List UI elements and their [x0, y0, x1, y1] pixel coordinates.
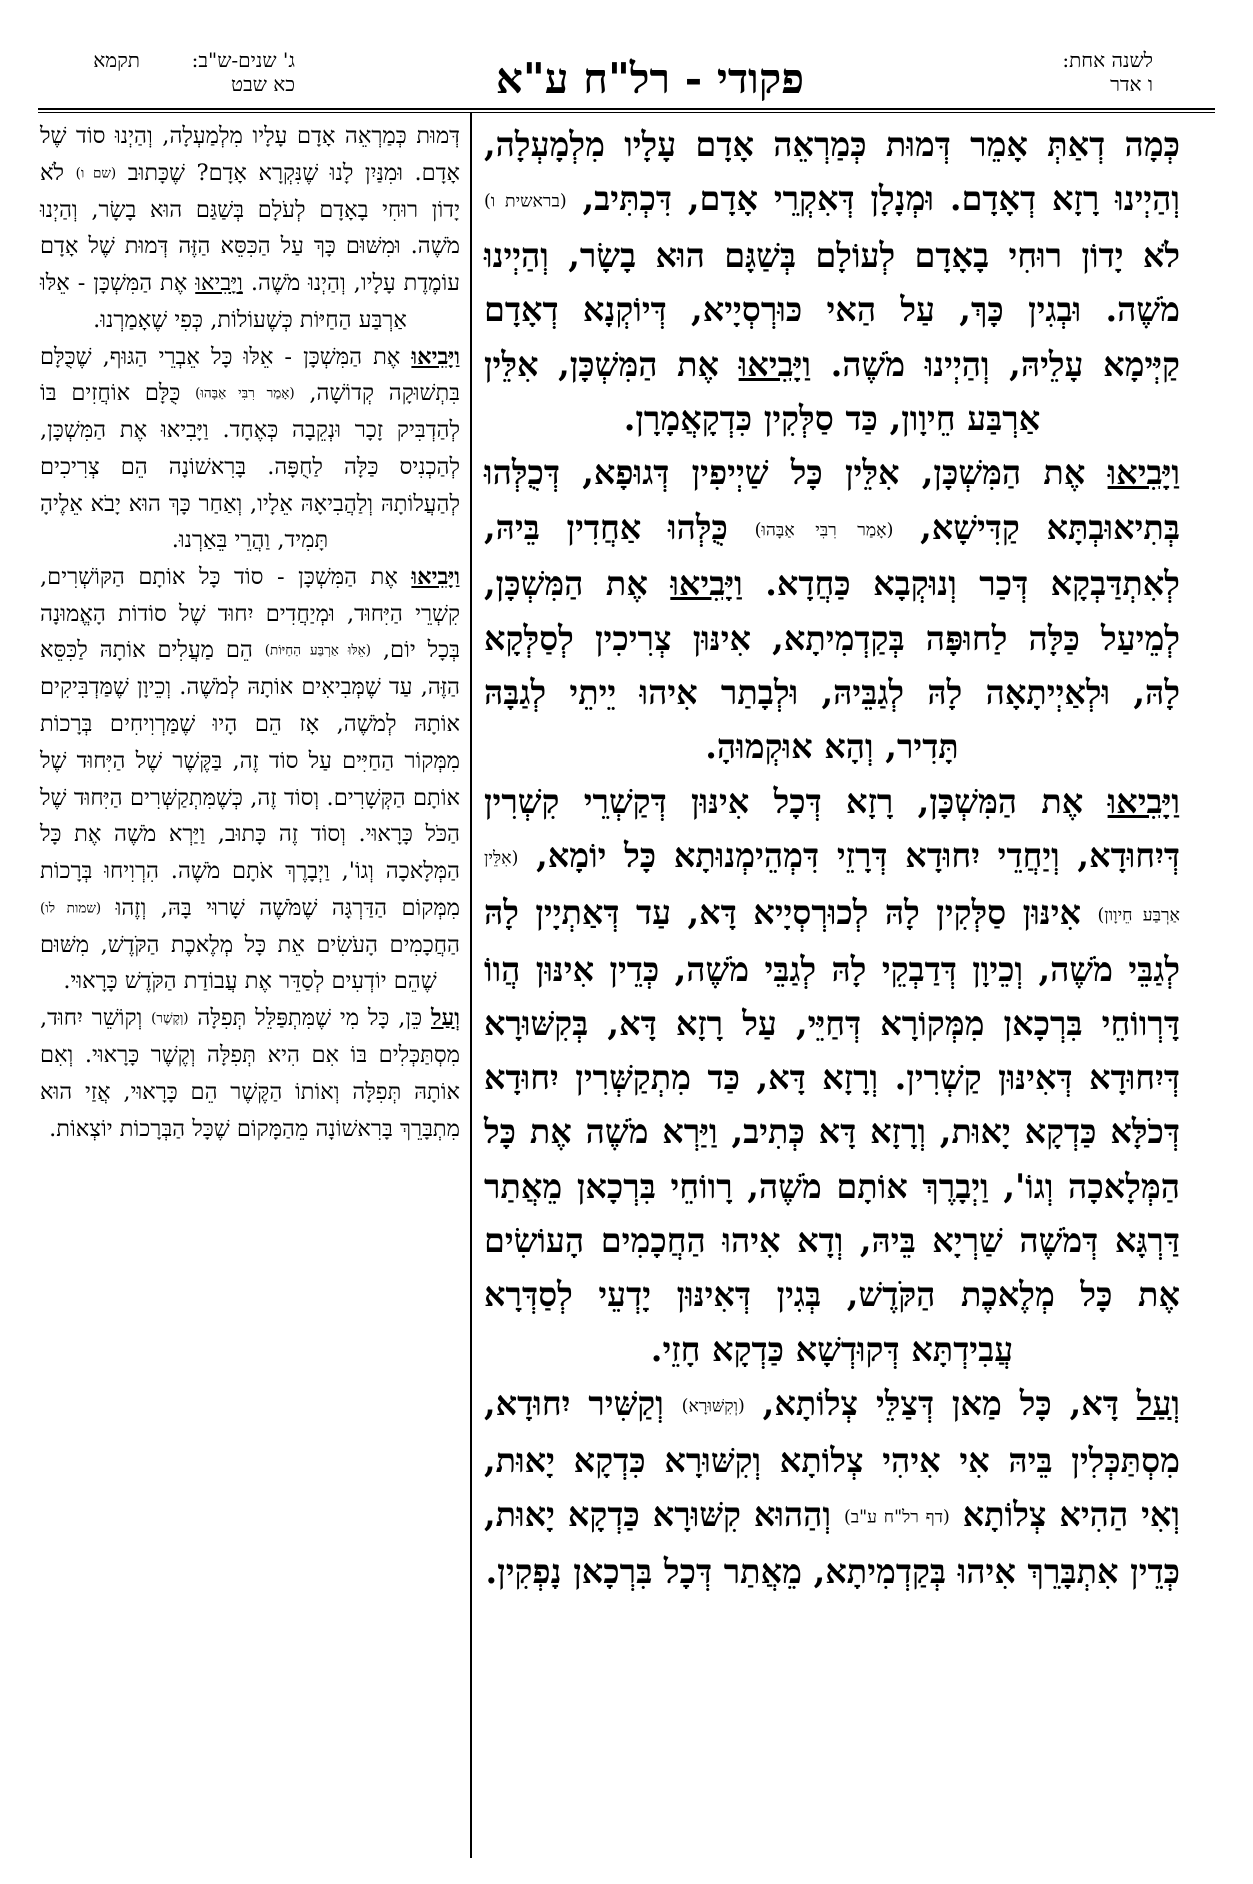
side-s3-reference: (אֵלּוּ אַרְבַּע הַחַיּוֹת) [264, 642, 372, 659]
side-s3-reference-2: (שמות לו) [40, 900, 102, 917]
main-p2-keyword: וַיָּבִיאוּ [1107, 453, 1180, 493]
main-p2-text-2: כֻּלְּהוּ אַחֲדִין בֵּיהּ, לְאִתְדַּבְקָא דְּכַר וְנוּקְבָא כַּחֲדָא. [484, 507, 1180, 604]
main-p1-keyword: וַיָּבִיאוּ [738, 344, 812, 384]
main-paragraph-4 [484, 1377, 1180, 1599]
main-paragraph-1 [484, 118, 1180, 446]
main-p2-text-3: אֶת הַמִּשְׁכָּן, לְמֵיעַל כַּלָּה לַחוּפָּה בְּקַדְמִיתָא, אִינּוּן צְרִיכִין לְסַלְּקָא לָהּ, וּלְאַיְיתָאָה לָהּ לְגַבֵּיהּ, וּלְבָתַר אִיהוּ יֵיתֵי לְגַבָּהּ תָּדִיר, וְהָא אוּקְמוּהָ. [484, 564, 1180, 767]
main-p2-text: אֶת הַמִּשְׁכָּן, אִלֵּין כָּל שַׁיְיפִין דְּגוּפָא, דְּכֻלְּהוּ בְּתִיאוּבְתָּא קַדִּישָׁא, [484, 453, 1181, 547]
main-p3-text-2: אִינּוּן סַלְּקִין לָהּ לְכוּרְסְיָיא דָּא, עַד דְּאַתְיָין לָהּ לְגַבֵּי מֹשֶׁה, וְכֵיוָן דְּדַבְקֵי לָהּ לְגַבֵּי מֹשֶׁה, כְּדֵין אִינּוּן הֲווֹ דָּרְווֹחֵי בִּרְכָאן מִמְּקוֹרָא דְּחַיֵּי, עַל רָזָא דָּא, בְּקִשּׁוּרָא דְּיִחוּדָא דְּאִינּוּן קַשְׁרִין. וְרָזָא דָּא, כַּד מִתְקַשְּׁרִין יִחוּדָא דְּכֹלָּא כַּדְקָא יָאוּת, וְרָזָא דָּא כְּתִיב, וַיַּרְא מֹשֶׁה אֶת כָּל הַמְּלָאכָה וְגוֹ', וַיְבָרֶךְ אוֹתָם מֹשֶׁה, רָווֹחֵי בִּרְכָאן מֵאֲתַר דַּרְגָּא דְּמֹשֶׁה שַׁרְיָא בֵּיהּ, וְדָא אִיהוּ הַחֲכָמִים הָעוֹשִׂים אֶת כָּל מְלֶאכֶת הַקֹּדֶשׁ, בְּגִין דְּאִינּוּן יָדְעֵי לְסַדְּרָא עֲבִידְתָּא דְּקוּדְשָׁא כַּדְקָא חָזֵי. [484, 892, 1180, 1369]
side-s4-text: כֵּן, כָּל מִי שֶׁמִּתְפַּלֵּל תְּפִלָּה [197, 1005, 423, 1032]
header-yearly-date: ו אדר [1110, 72, 1153, 96]
main-p1-text-3: אֶת הַמִּשְׁכָּן, אִלֵּין אַרְבַּע חֵיוָון, כַּד סַלְּקִין כִּדְקָאֲמָרָן. [484, 344, 1041, 439]
main-p4-text-3: וְהַהוּא קִשּׁוּרָא כַּדְקָא יָאוּת, כְּדֵין אִתְבָּרֵךְ אִיהוּ בְּקַדְמִיתָא, מֵאֲתַר דְּכָל בִּרְכָאן נָפְקִין. [484, 1495, 1180, 1591]
side-s2-keyword: וַיָּבִיאוּ [411, 343, 460, 370]
main-p3-text: אֶת הַמִּשְׁכָּן, רָזָא דְּכָל אִינּוּן דְּקַשְׁרֵי קִשְׁרִין דְּיִחוּדָא, וְיַחֲדֵי יִחוּדָא דְּרָזֵי דִּמְהֵימְנוּתָא כָּל יוֹמָא, [484, 781, 1181, 875]
side-s1-text: דְּמוּת כְּמַרְאֵה אָדָם עָלָיו מִלְמַעְלָה, וְהַיְנוּ סוֹד שֶׁל אָדָם. וּמִנַּיִן לָנוּ שֶׁנִּקְרָא אָדָם? שֶׁכָּתוּב [40, 123, 461, 186]
side-paragraph-3 [40, 559, 460, 1000]
side-s3-text: אֶת הַמִּשְׁכָּן - סוֹד כָּל אוֹתָם הַקּוֹשְׁרִים, קִשְׁרֵי הַיִּחוּד, וּמְיַחֲדִים יִחוּד שֶׁל סוֹדוֹת הָאֱמוּנָה בְּכָל יוֹם, [40, 564, 460, 664]
header-cycle-date: כא שבט [230, 72, 295, 96]
side-s1-keyword: וַיָּבִיאוּ [195, 270, 243, 297]
main-p4-text-2: וְקַשִּׁיר יִחוּדָא, מִסְתַּכְּלִין בֵּיהּ אִי אִיהִי צְלוֹתָא וְקִשּׁוּרָא כִּדְקָא יָאוּת, וְאִי הַהִיא צְלוֹתָא [484, 1383, 1180, 1535]
main-p2-keyword-2: וַיָּבִיאוּ [670, 564, 743, 604]
header-cycle-block [145, 48, 295, 96]
main-p1-text: כְּמָה דְאַתְּ אָמֵר דְּמוּת כְּמַרְאֵה אָדָם עָלָיו מִלְמָעְלָה, וְהַיְינוּ רָזָא דְאָדָם. וּמְנָלָן דְּאִקְרֵי אָדָם, דִּכְתִּיב, [484, 125, 1180, 219]
header-cycle-label: ג' שנים-ש"ב: [191, 48, 295, 72]
main-p3-keyword: וַיָּבִיאוּ [1107, 781, 1180, 821]
side-s2-reference: (אָמַר רִבִּי אַבָּהוּ) [195, 385, 295, 402]
main-p4-reference-2: (דף רל"ח ע"ב) [843, 1507, 950, 1528]
side-s4-reference: (וְקֶשֶׁר) [151, 1010, 189, 1027]
header-right-block [993, 48, 1153, 96]
main-p4-text: דָּא, כָּל מַאן דְּצַלֵּי צְלוֹתָא, [762, 1383, 1119, 1423]
side-s4-keyword: וְעַל [430, 1005, 460, 1032]
main-text-column [484, 118, 1180, 1599]
main-p2-reference: (אָמַר רִבִּי אַבָּהוּ) [754, 520, 894, 541]
header-page-number: תקמא [93, 48, 140, 72]
page-title: פקודי - רל"ח ע"א [495, 54, 805, 103]
side-s1-text-3: אֶת הַמִּשְׁכָּן - אֵלּוּ אַרְבַּע הַחַיּוֹת כְּשֶׁעוֹלוֹת, כְּפִי שֶׁאָמַרְנוּ. [40, 270, 407, 333]
translation-column [40, 118, 460, 1147]
main-p3-reference: (אִלֵּין אַרְבַּע חֵיוָון) [484, 848, 1180, 926]
header-yearly-label: לשנה אחת: [1062, 48, 1153, 72]
header-rule [38, 108, 1215, 110]
side-s4-text-2: וְקוֹשֵׁר יִחוּד, מִסְתַּכְּלִים בּוֹ אִם הִיא תְּפִלָּה וְקֶשֶׁר כָּרָאוּי. וְאִם אוֹתָהּ תְּפִלָּה וְאוֹתוֹ הַקֶּשֶׁר הֵם כָּרָאוּי, אֲזַי הוּא מִתְבָּרֵךְ בָּרִאשׁוֹנָה מֵהַמָּקוֹם שֶׁכָּל הַבְּרָכוֹת יוֹצְאוֹת. [40, 1005, 460, 1142]
side-s2-text: אֶת הַמִּשְׁכָּן - אֵלּוּ כָּל אֵבְרֵי הַגּוּף, שֶׁכֻּלָּם בִּתְשׁוּקָה קְדוֹשָׁה, [40, 343, 461, 407]
side-s2-text-2: כֻּלָּם אוֹחֲזִים בּוֹ לְהַדְבִּיק זָכָר וּנְקֵבָה כְּאֶחָד. וַיָּבִיאוּ אֶת הַמִּשְׁכָּן, לְהַכְנִיס כַּלָּה לַחֻפָּה. בָּרִאשׁוֹנָה הֵם צְרִיכִים לְהַעֲלוֹתָהּ וְלַהֲבִיאָהּ אֵלָיו, וְאַחַר כָּךְ הוּא יָבֹא אֵלֶיהָ תָּמִיד, וַהֲרֵי בֵּאַרְנוּ. [40, 380, 460, 554]
side-paragraph-2 [40, 339, 460, 560]
side-s3-text-3: הַחֲכָמִים הָעֹשִׂים אֵת כָּל מְלֶאכֶת הַקֹּדֶשׁ, מִשּׁוּם שֶׁהֵם יוֹדְעִים לְסַדֵּר אֶת עֲבוֹדַת הַקֹּדֶשׁ כָּרָאוּי. [40, 931, 460, 995]
side-s3-text-2: הֵם מַעֲלִים אוֹתָהּ לַכִּסֵּא הַזֶּה, עַד שֶׁמְּבִיאִים אוֹתָהּ לְמֹשֶׁה. וְכֵיוָן שֶׁמַּדְבִּיקִים אוֹתָהּ לְמֹשֶׁה, אָז הֵם הָיוּ שֶׁמַּרְוִיחִים בְּרָכוֹת מִמְּקוֹר הַחַיִּים עַל סוֹד זֶה, בַּקֶּשֶׁר שֶׁל הַיִּחוּד שֶׁל אוֹתָם הַקְּשָׁרִים. וְסוֹד זֶה, כְּשֶׁמִּתְקַשְּׁרִים הַיִּחוּד שֶׁל הַכֹּל כָּרָאוּי. וְסוֹד זֶה כָּתוּב, וַיַּרְא מֹשֶׁה אֶת כָּל הַמְּלָאכָה וְגוֹ', וַיְבָרֶךְ אֹתָם מֹשֶׁה. הִרְוִיחוּ בְּרָכוֹת מִמְּקוֹם הַדַּרְגָּה שֶׁמֹּשֶׁה שָׁרוּי בָּהּ, וְזֶהוּ [40, 637, 461, 921]
main-p4-keyword: וְעַל [1136, 1383, 1180, 1423]
side-paragraph-4 [40, 1000, 460, 1147]
main-paragraph-2 [484, 446, 1180, 774]
side-s3-keyword: וַיָּבִיאוּ [411, 564, 460, 591]
main-p1-text-2: לֹא יָדוֹן רוּחִי בָאָדָם לְעוֹלָם בְּשַׁגָּם הוּא בָשָׂר, וְהַיְינוּ מֹשֶׁה. וּבְגִין כָּךְ, עַל הַאי כּוּרְסְיָיא, דְּיוֹקְנָא דְאָדָם קַיְּימָא עָלֵיהּ, וְהַיְינוּ מֹשֶׁה. [484, 236, 1180, 384]
main-paragraph-3 [484, 775, 1180, 1377]
side-s1-text-2: לֹא יָדוֹן רוּחִי בָאָדָם לְעֹלָם בְּשַׁגַּם הוּא בָשָׂר, וְהַיְנוּ מֹשֶׁה. וּמִשּׁוּם כָּךְ עַל הַכִּסֵּא הַזֶּה דְּמוּת שֶׁל אָדָם עוֹמֶדֶת עָלָיו, וְהַיְנוּ מֹשֶׁה. [40, 159, 461, 297]
main-p1-reference: (בראשית ו) [484, 191, 567, 212]
header-rule-thin [38, 112, 1215, 113]
main-p4-reference-1: (וְקִשּׁוּרָא) [681, 1396, 745, 1417]
side-s1-reference: (שם ו) [75, 165, 117, 182]
side-paragraph-1 [40, 118, 460, 339]
column-divider [470, 113, 472, 1858]
